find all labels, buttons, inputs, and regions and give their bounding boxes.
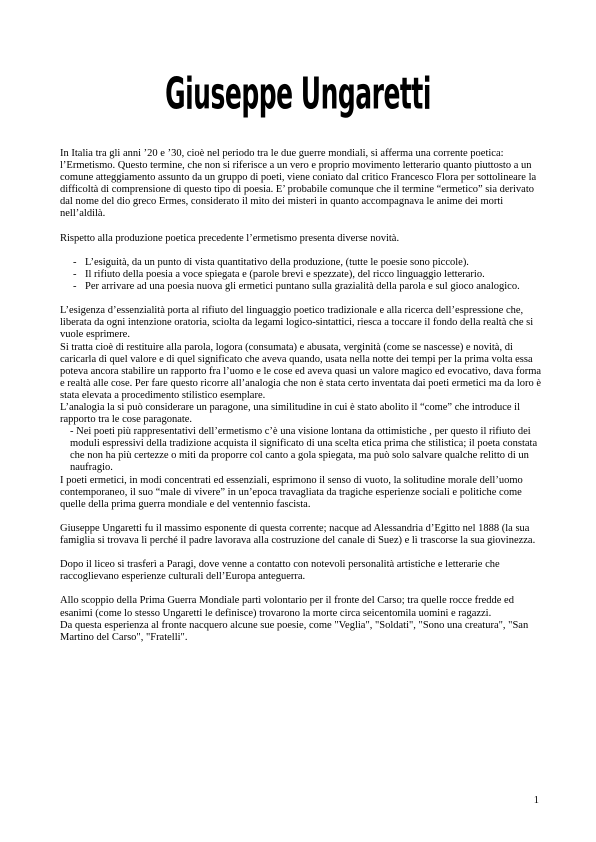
- list-bullet: -: [73, 268, 77, 280]
- spacer: [60, 583, 548, 595]
- paragraph-essentiality: L’esigenza d’essenzialità porta al rifiuto del linguaggio poetico tradizionale e alla ricerca dell’espressione che, liberata da ogni intenzione oratoria, sciolta da legami logico-sintattici, riesca a toccare il fondo della realtà che si vuole esprimere.: [60, 305, 534, 341]
- list-item: [60, 269, 548, 281]
- paragraph-paris: Dopo il liceo si trasferì a Paragi, dove venne a contatto con notevoli personalità artistiche e letterarie che raccoglievano esperienze culturali dell’Europa anteguerra.: [60, 559, 500, 583]
- spacer: [60, 293, 548, 305]
- list-item: [60, 281, 548, 293]
- list-item-text: L’esiguità, da un punto di vista quantitativo della produzione, (tutte le poesie sono piccole).: [85, 256, 469, 268]
- paragraph-analogy: L’analogia la si può considerare un paragone, una similitudine in cui è stato abolito il “come” che introduce il rapporto tra le cose paragonate.: [60, 401, 521, 426]
- paragraph-poems: Da questa esperienza al fronte nacquero alcune sue poesie, come "Veglia", "Soldati", "Sono una creatura", "San Martino del Carso", "Fratelli".: [60, 619, 529, 643]
- paragraph-emptiness: I poeti ermetici, in modi concentrati ed essenziali, esprimono il senso di vuoto, la solitudine morale dell’uomo contemporaneo, il suo “male di vivere” in un’epoca travagliata da tragiche esperienze sociali e politiche come quelle della prima guerra mondiale e del ventennio fascista.: [60, 474, 523, 510]
- novelties-list: [60, 257, 548, 293]
- paragraph-war: Allo scoppio della Prima Guerra Mondiale partì volontario per il fronte del Carso; tra quelle rocce fredde ed esanimi (come lo stesso Ungaretti le definisce) trovarono la morte circa seicentomila uomini e ragazzi.: [60, 595, 514, 619]
- page-title: Giuseppe Ungaretti: [165, 68, 431, 119]
- paragraph-biography: Giuseppe Ungaretti fu il massimo esponente di questa corrente; nacque ad Alessandria d’Egitto nel 1888 (la sua famiglia si trovava lì perché il padre lavorava alla costruzione del canale di Suez) e lì trascorse la sua giovinezza.: [60, 522, 536, 546]
- paragraph-hermetic-poets: - Nei poeti più rappresentativi dell’ermetismo c’è una visione lontana da ottimistiche , per questo il rifiuto dei moduli espressivi della tradizione acquista il significato di una scelta etica prima che stilistica; il poeta constata che non ha più certezze o miti da proporre col canto a gola spiegata, ma può solo salvare qualche relitto di un naufragio.: [70, 426, 538, 474]
- list-item-text: Il rifiuto della poesia a voce spiegata e (parole brevi e spezzate), del ricco linguaggio letterario.: [85, 268, 485, 280]
- document-body: [60, 148, 548, 644]
- spacer: [60, 221, 548, 233]
- spacer: [60, 511, 548, 523]
- list-bullet: -: [73, 256, 77, 268]
- paragraph-word-restoration: Si tratta cioè di restituire alla parola, logora (consumata) e abusata, verginità (come se nascesse) e novità, di caricarla di quel valore e di quel significato che aveva quando, usata nella notte dei tempi per la prima volta essa poteva ancora stabilire un rapporto fra l’uomo e le cose ed aveva quasi un valore magico ed evocativo, dava forma e realtà alle cose. Per fare questo ricorre all’analogia che non è stata certo inventata dai poeti ermetici ma da loro è stata elevata a procedimento stilistico esemplare.: [60, 341, 542, 401]
- list-item-text: Per arrivare ad una poesia nuova gli ermetici puntano sulla grazialità della parola e sul gioco analogico.: [85, 281, 520, 293]
- paragraph-intro: In Italia tra gli anni ’20 e ’30, cioè nel periodo tra le due guerre mondiali, si afferma una corrente poetica: l’Ermetismo. Questo termine, che non si riferisce a un vero e proprio movimento letterario quanto piuttosto a un comune atteggiamento assunto da un gruppo di poeti, viene coniato dal critico Francesco Flora per sottolineare la difficoltà di comprensione di questo tipo di poesia. E’ probabile comunque che il termine “ermetico” sia derivato dal nome del dio greco Ermes, considerato il mito dei misteri in quanto accompagnava le anime dei morti nell’aldilà.: [60, 148, 537, 220]
- spacer: [60, 547, 548, 559]
- title-container: [0, 68, 596, 119]
- list-bullet: -: [73, 281, 77, 293]
- spacer: [60, 245, 548, 257]
- page-number: 1: [533, 795, 539, 806]
- list-item: [60, 257, 548, 269]
- paragraph-novelties: Rispetto alla produzione poetica precedente l’ermetismo presenta diverse novità.: [60, 232, 400, 244]
